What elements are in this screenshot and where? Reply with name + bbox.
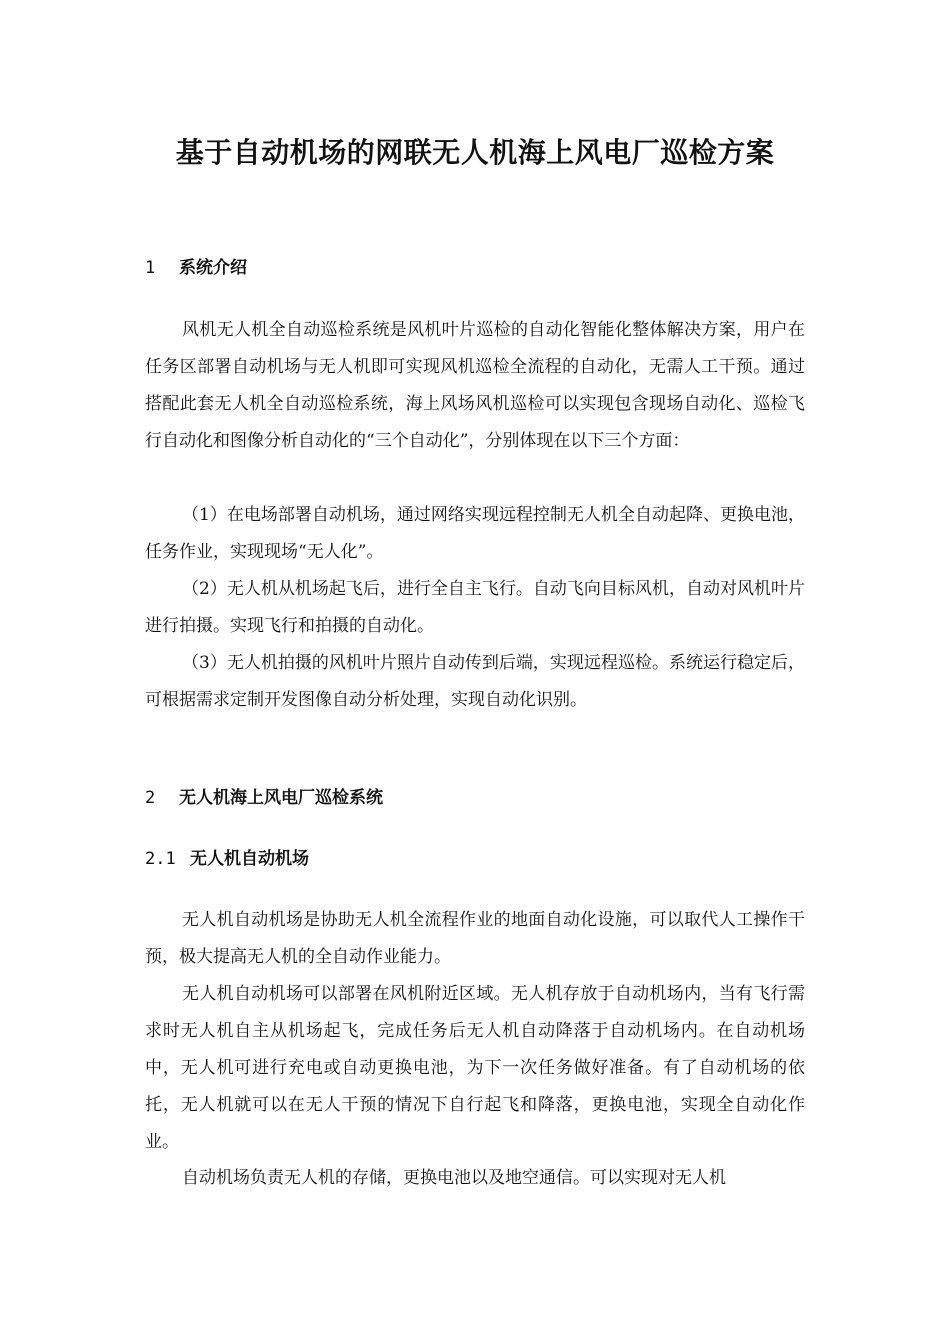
section-title: 无人机海上风电厂巡检系统 [179, 788, 383, 808]
paragraph: （1）在电场部署自动机场，通过网络实现远程控制无人机全自动起降、更换电池，任务作业，实现现场“无人化”。 [145, 505, 805, 562]
section-2-heading [145, 786, 383, 810]
section-number: 2.1 [145, 849, 176, 869]
section-number: 1 [145, 258, 156, 278]
section-number: 2 [145, 788, 156, 808]
paragraph: （3）无人机拍摄的风机叶片照片自动传到后端，实现远程巡检。系统运行稳定后，可根据需求定制开发图像自动分析处理，实现自动化识别。 [145, 653, 805, 710]
section-title: 无人机自动机场 [190, 849, 309, 869]
paragraph: （2）无人机从机场起飞后，进行全自主飞行。自动飞向目标风机，自动对风机叶片进行拍摄。实现飞行和拍摄的自动化。 [145, 579, 805, 636]
paragraph: 风机无人机全自动巡检系统是风机叶片巡检的自动化智能化整体解决方案，用户在任务区部署自动机场与无人机即可实现风机巡检全流程的自动化，无需人工干预。通过搭配此套无人机全自动巡检系统，海上风场风机巡检可以实现包含现场自动化、巡检飞行自动化和图像分析自动化的“三个自动化”，分别体现在以下三个方面： [145, 320, 805, 451]
paragraph: 无人机自动机场是协助无人机全流程作业的地面自动化设施，可以取代人工操作干预，极大提高无人机的全自动作业能力。 [145, 910, 805, 967]
paragraph: 自动机场负责无人机的存储，更换电池以及地空通信。可以实现对无人机 [182, 1168, 726, 1188]
document-title: 基于自动机场的网联无人机海上风电厂巡检方案 [175, 136, 775, 169]
section-2-1-heading [145, 847, 309, 871]
section-title: 系统介绍 [179, 258, 247, 278]
paragraph: 无人机自动机场可以部署在风机附近区域。无人机存放于自动机场内，当有飞行需求时无人机自主从机场起飞，完成任务后无人机自动降落于自动机场内。在自动机场中，无人机可进行充电或自动更换电池，为下一次任务做好准备。有了自动机场的依托，无人机就可以在无人干预的情况下自行起飞和降落，更换电池，实现全自动化作业。 [145, 984, 805, 1152]
section-1-heading [145, 256, 247, 280]
